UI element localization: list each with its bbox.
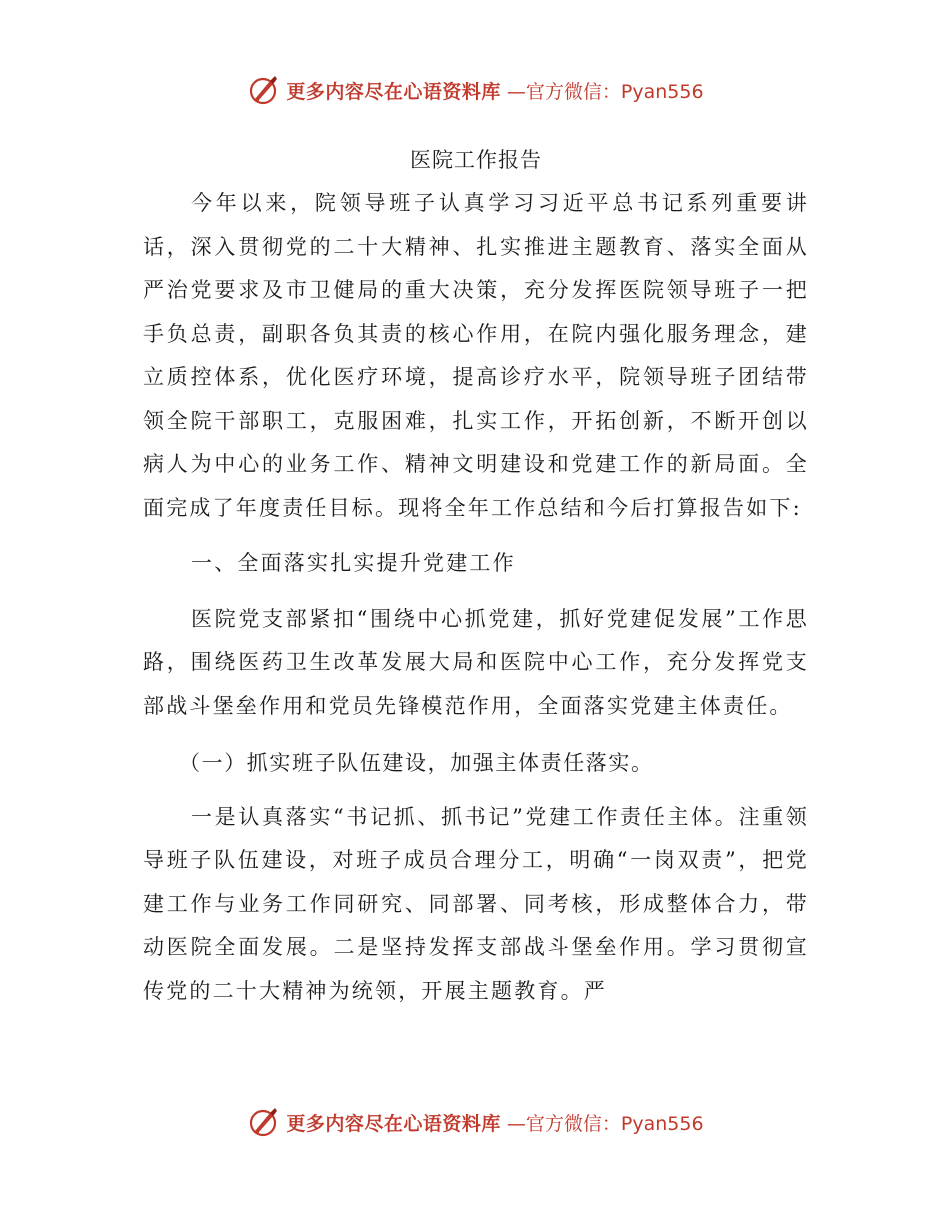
section-paragraph: 医院党支部紧扣“围绕中心抓党建，抓好党建促发展”工作思路，围绕医药卫生改革发展大局和医院中心工作，充分发挥党支部战斗堡垒作用和党员先锋模范作用，全面落实党建主体责任。 bbox=[143, 606, 809, 718]
subsection-heading: （一）抓实班子队伍建设，加强主体责任落实。 bbox=[179, 751, 654, 775]
quill-pen-logo-icon bbox=[246, 73, 280, 107]
document-body bbox=[143, 140, 809, 1013]
watermark-contact-text: —官方微信：Pyan556 bbox=[506, 1112, 704, 1135]
section-heading: 一、全面落实扎实提升党建工作 bbox=[191, 551, 516, 575]
footer-watermark-banner bbox=[0, 1102, 950, 1142]
watermark-brand-text: 更多内容尽在心语资料库 bbox=[286, 1112, 501, 1135]
document-title: 医院工作报告 bbox=[410, 148, 542, 172]
subsection-paragraph: 一是认真落实“书记抓、抓书记”党建工作责任主体。注重领导班子队伍建设，对班子成员合理分工，明确“一岗双责”，把党建工作与业务工作同研究、同部署、同考核，形成整体合力，带动医院全面发展。二是坚持发挥支部战斗堡垒作用。学习贯彻宣传党的二十大精神为统领，开展主题教育。严 bbox=[143, 804, 809, 1003]
quill-pen-logo-icon bbox=[246, 1105, 280, 1139]
watermark-brand-text: 更多内容尽在心语资料库 bbox=[286, 80, 501, 103]
intro-paragraph: 今年以来，院领导班子认真学习习近平总书记系列重要讲话，深入贯彻党的二十大精神、扎实推进主题教育、落实全面从严治党要求及市卫健局的重大决策，充分发挥医院领导班子一把手负总责，副职各负其责的核心作用，在院内强化服务理念，建立质控体系，优化医疗环境，提高诊疗水平，院领导班子团结带领全院干部职工，克服困难，扎实工作，开拓创新，不断开创以病人为中心的业务工作、精神文明建设和党建工作的新局面。全面完成了年度责任目标。现将全年工作总结和今后打算报告如下: bbox=[143, 191, 809, 520]
header-watermark-banner bbox=[0, 70, 950, 110]
watermark-contact-text: —官方微信：Pyan556 bbox=[506, 80, 704, 103]
